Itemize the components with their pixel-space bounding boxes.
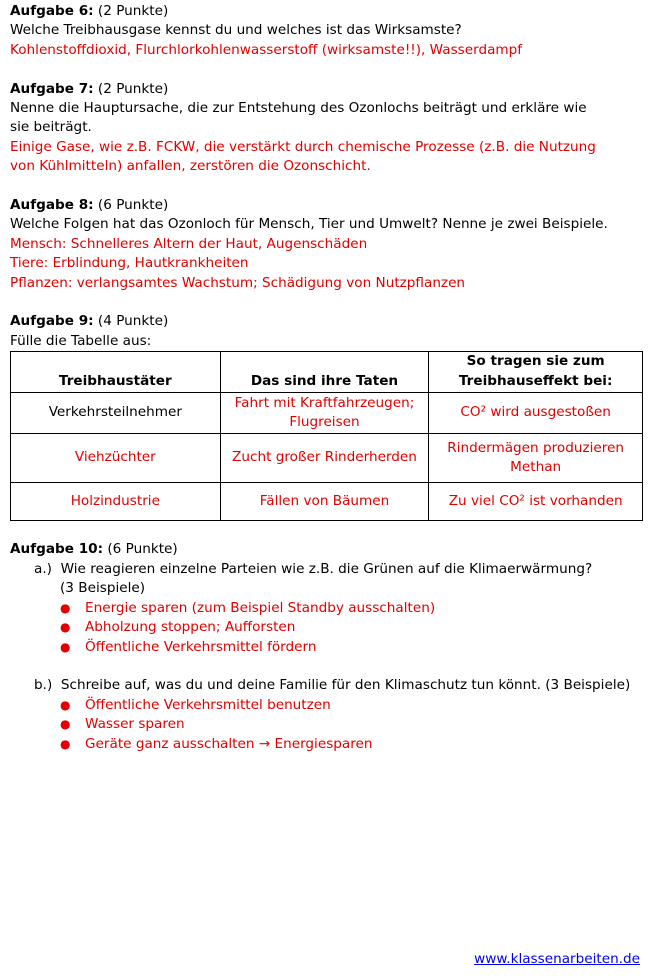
table-cell: Viehzüchter [11, 434, 221, 483]
bullet-icon: ● [60, 600, 71, 615]
part-label: a.) [34, 560, 52, 577]
list-item-text: Energie sparen (zum Beispiel Standby ausschalten) [85, 599, 436, 616]
list-item [10, 696, 642, 715]
table-row [11, 393, 643, 434]
list-item [10, 618, 642, 637]
task-9-title [10, 312, 642, 331]
part-question: Wie reagieren einzelne Parteien wie z.B. die Grünen auf die Klimaerwärmung? [60, 560, 593, 577]
task-heading: Aufgabe 8: [10, 197, 94, 214]
task-8-answer: Tiere: Erblindung, Hautkrankheiten [10, 255, 249, 272]
table-cell: Fahrt mit Kraftfahrzeugen; Flugreisen [220, 393, 429, 434]
task-6-title [10, 2, 642, 21]
table-cell: Zu viel CO² ist vorhanden [429, 483, 643, 521]
task-heading: Aufgabe 7: [10, 80, 94, 97]
table-cell: Verkehrsteilnehmer [11, 393, 221, 434]
task-points: (2 Punkte) [93, 80, 169, 97]
table-cell: Fällen von Bäumen [220, 483, 429, 521]
table-row [11, 434, 643, 483]
bullet-icon: ● [60, 620, 71, 635]
bullet-icon: ● [60, 639, 71, 654]
task-heading: Aufgabe 9: [10, 313, 94, 330]
task-heading: Aufgabe 10: [10, 541, 104, 558]
task-7-question: Nenne die Hauptursache, die zur Entstehung des Ozonlochs beiträgt und erkläre wie sie beiträgt. [10, 100, 587, 136]
list-item-text: Öffentliche Verkehrsmittel fördern [85, 638, 317, 655]
task-heading: Aufgabe 6: [10, 3, 94, 19]
task-points: (6 Punkte) [93, 197, 169, 214]
greenhouse-table [10, 351, 643, 521]
task-6-question: Welche Treibhausgase kennst du und welches ist das Wirksamste? [10, 22, 462, 39]
task-10-title [10, 540, 642, 559]
task-points: (4 Punkte) [93, 313, 169, 330]
task-7-answer: Einige Gase, wie z.B. FCKW, die verstärkt durch chemische Prozesse (z.B. die Nutzung von Kühlmitteln) anfallen, zerstören die Ozonschicht. [10, 138, 596, 175]
table-header: So tragen sie zum Treibhauseffekt bei: [429, 352, 643, 393]
task-points: (2 Punkte) [93, 3, 169, 19]
table-row [11, 483, 643, 521]
footer-link[interactable]: www.klassenarbeiten.de [474, 951, 640, 967]
table-header: Treibhaustäter [11, 352, 221, 393]
table-cell: Holzindustrie [11, 483, 221, 521]
list-item [10, 638, 642, 657]
task-10a-answers [10, 599, 642, 657]
task-9-instruction: Fülle die Tabelle aus: [10, 332, 152, 349]
task-10b-answers [10, 696, 642, 754]
list-item-text: Öffentliche Verkehrsmittel benutzen [85, 696, 331, 713]
task-7-title [10, 80, 642, 99]
task-10a-question [10, 560, 642, 579]
list-item-text: Abholzung stoppen; Aufforsten [85, 619, 296, 636]
task-8-title [10, 196, 642, 215]
task-8-question: Welche Folgen hat das Ozonloch für Mensch, Tier und Umwelt? Nenne je zwei Beispiele. [10, 216, 608, 233]
table-cell: CO² wird ausgestoßen [429, 393, 643, 434]
part-question: Schreibe auf, was du und deine Familie für den Klimaschutz tun könnt. (3 Beispiele) [60, 677, 631, 694]
list-item [10, 599, 642, 618]
table-cell: Rindermägen produzieren Methan [429, 434, 643, 483]
bullet-icon: ● [60, 697, 71, 712]
task-10b-question [10, 676, 642, 695]
list-item [10, 715, 642, 734]
table-cell: Zucht großer Rinderherden [220, 434, 429, 483]
list-item [10, 735, 642, 754]
task-8-answer: Mensch: Schnelleres Altern der Haut, Augenschäden [10, 235, 368, 252]
task-6-answer: Kohlenstoffdioxid, Flurchlorkohlenwasserstoff (wirksamste!!), Wasserdampf [10, 41, 523, 58]
list-item-text: Wasser sparen [85, 716, 185, 733]
list-item-text: Geräte ganz ausschalten → Energiesparen [85, 735, 373, 752]
task-8-answer: Pflanzen: verlangsamtes Wachstum; Schädigung von Nutzpflanzen [10, 274, 466, 291]
worksheet [10, 2, 642, 754]
task-10a-question-cont: (3 Beispiele) [60, 580, 146, 597]
bullet-icon: ● [60, 736, 71, 751]
bullet-icon: ● [60, 717, 71, 732]
table-header: Das sind ihre Taten [220, 352, 429, 393]
task-points: (6 Punkte) [103, 541, 178, 558]
part-label: b.) [34, 677, 53, 694]
